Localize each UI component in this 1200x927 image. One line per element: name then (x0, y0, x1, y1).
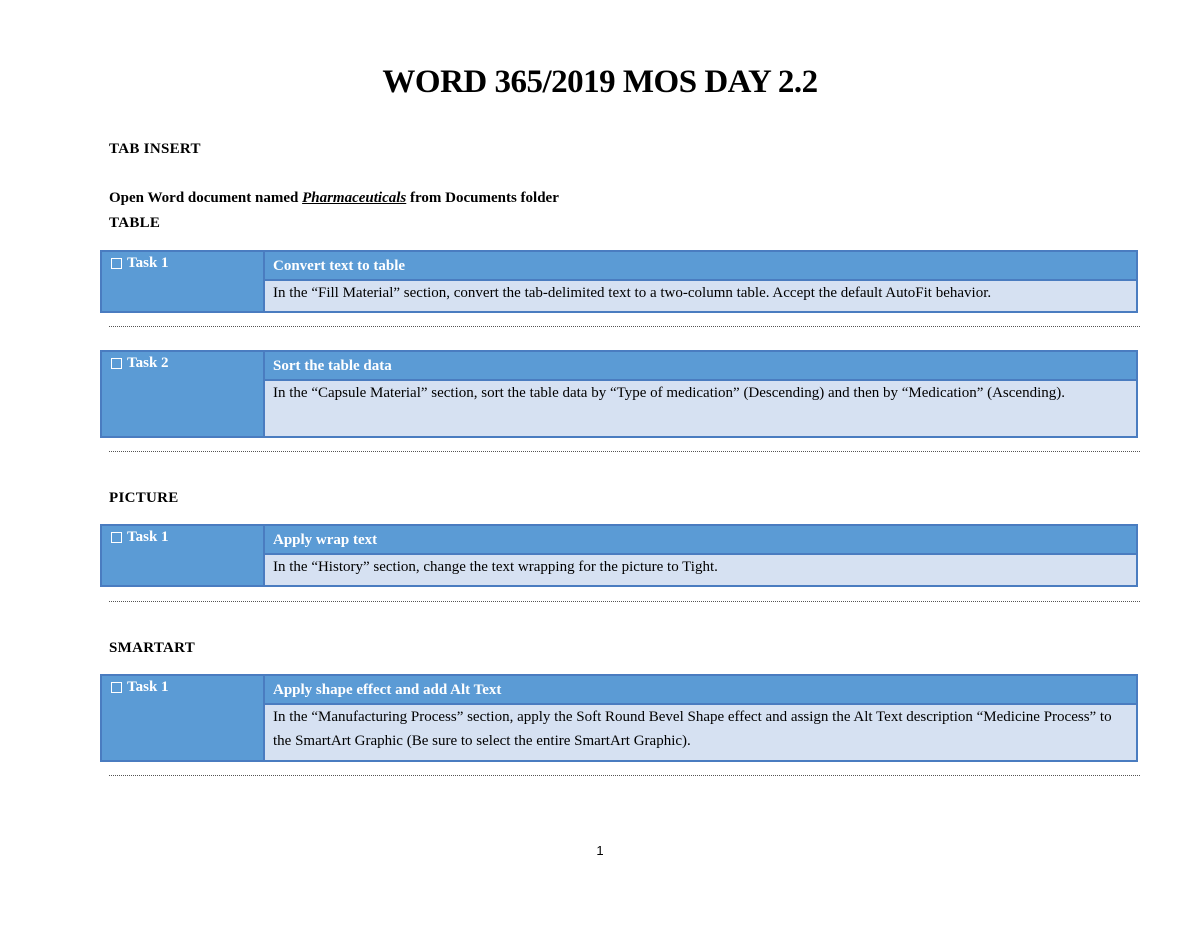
checkbox-icon[interactable] (111, 258, 122, 269)
task-label-cell (102, 676, 265, 760)
task-body (265, 676, 1136, 760)
checkbox-icon[interactable] (111, 682, 122, 693)
task-description: In the “Fill Material” section, convert the tab-delimited text to a two-column table. Accept the default AutoFit behavior. (265, 281, 1136, 311)
checkbox-icon[interactable] (111, 532, 122, 543)
task-body (265, 352, 1136, 436)
dotted-separator (109, 601, 1140, 602)
task-block (100, 250, 1138, 313)
task-label: Task 1 (127, 529, 169, 545)
section-heading-picture: PICTURE (109, 490, 179, 506)
task-label: Task 1 (127, 679, 169, 695)
task-label-cell (102, 252, 265, 311)
tab-insert-heading: TAB INSERT (109, 141, 201, 157)
page-number: 1 (596, 843, 604, 858)
task-block (100, 524, 1138, 587)
checkbox-icon[interactable] (111, 358, 122, 369)
dotted-separator (109, 451, 1140, 452)
task-title: Apply shape effect and add Alt Text (265, 676, 1136, 705)
task-label: Task 2 (127, 355, 169, 371)
task-label-cell (102, 352, 265, 436)
instruction-prefix: Open Word document named (109, 190, 303, 206)
task-block (100, 350, 1138, 438)
document-title: WORD 365/2019 MOS DAY 2.2 (382, 64, 818, 100)
task-body (265, 526, 1136, 585)
task-label: Task 1 (127, 255, 169, 271)
task-label-cell (102, 526, 265, 585)
section-heading-smartart: SMARTART (109, 640, 196, 656)
task-block (100, 674, 1138, 762)
task-description: In the “Manufacturing Process” section, apply the Soft Round Bevel Shape effect and assign the Alt Text description “Medicine Process” to the SmartArt Graphic (Be sure to select the entire SmartArt Graphic). (265, 705, 1136, 760)
instruction-line (109, 190, 559, 207)
dotted-separator (109, 326, 1140, 327)
task-description: In the “Capsule Material” section, sort the table data by “Type of medication” (Descending) and then by “Medication” (Ascending). (265, 381, 1136, 436)
file-name-link: Pharmaceuticals (302, 190, 407, 206)
section-heading-table: TABLE (109, 215, 161, 231)
task-title: Sort the table data (265, 352, 1136, 381)
dotted-separator (109, 775, 1140, 776)
task-title: Convert text to table (265, 252, 1136, 281)
task-title: Apply wrap text (265, 526, 1136, 555)
instruction-suffix: from Documents folder (406, 190, 559, 206)
task-body (265, 252, 1136, 311)
task-description: In the “History” section, change the text wrapping for the picture to Tight. (265, 555, 1136, 585)
